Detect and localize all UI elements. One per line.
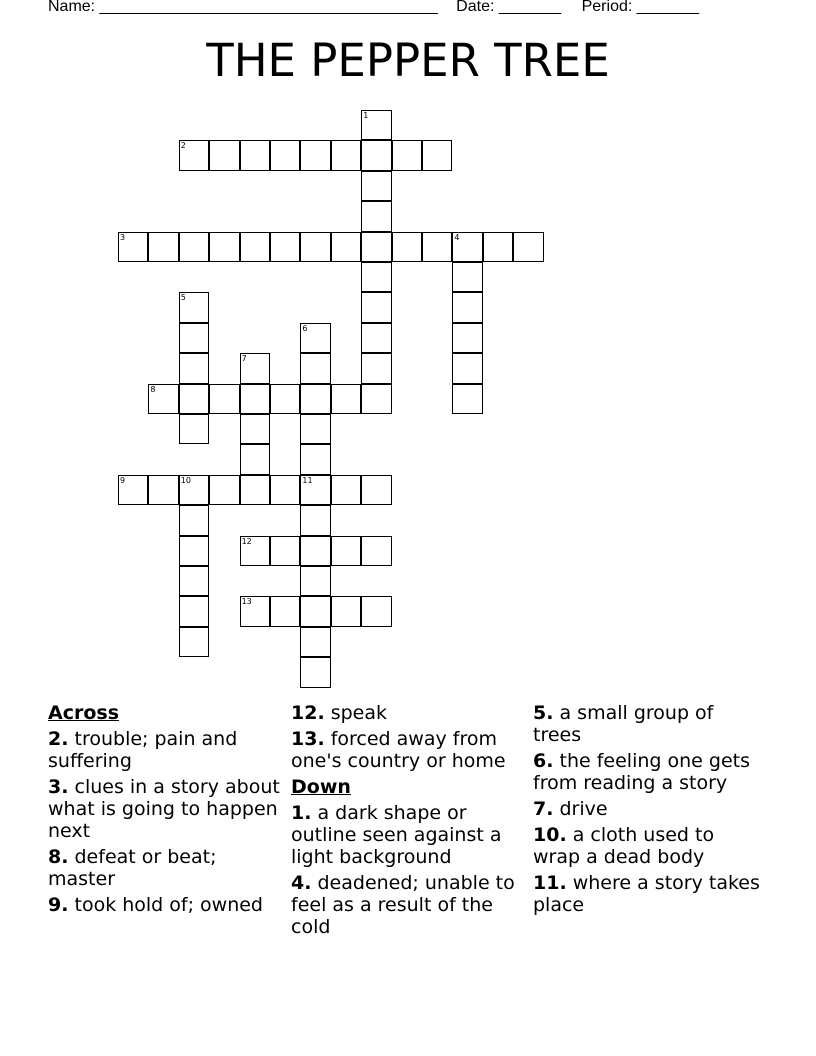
page-title: THE PEPPER TREE	[206, 34, 610, 87]
grid-cell[interactable]	[361, 292, 391, 322]
clue-across-9: 9. took hold of; owned	[48, 894, 263, 916]
cell-number: 7	[241, 354, 247, 364]
grid-cell[interactable]	[179, 627, 209, 657]
grid-cell[interactable]	[331, 475, 361, 505]
grid-cell[interactable]	[300, 657, 330, 687]
grid-cell[interactable]	[240, 384, 270, 414]
clue-across-13: 13. forced away from one's country or home	[291, 728, 506, 772]
grid-cell[interactable]	[179, 232, 209, 262]
grid-cell[interactable]	[452, 232, 482, 262]
grid-cell[interactable]	[179, 323, 209, 353]
across-heading: Across	[48, 702, 120, 724]
period-field-label[interactable]: Period: _______	[581, 0, 700, 15]
grid-cell[interactable]	[240, 536, 270, 566]
cell-number: 6	[302, 323, 308, 333]
grid-cell[interactable]	[300, 627, 330, 657]
grid-cell[interactable]	[452, 323, 482, 353]
grid-cell[interactable]	[300, 140, 330, 170]
grid-cell[interactable]	[179, 596, 209, 626]
grid-cell[interactable]	[361, 536, 391, 566]
grid-cell[interactable]	[118, 475, 148, 505]
clue-across-8: 8. defeat or beat; master	[48, 846, 217, 890]
grid-cell[interactable]	[148, 384, 178, 414]
cell-number: 2	[180, 141, 186, 151]
grid-cell[interactable]	[361, 323, 391, 353]
clue-down-4: 4. deadened; unable to feel as a result of the cold	[291, 872, 515, 938]
grid-cell[interactable]	[270, 232, 300, 262]
grid-cell[interactable]	[270, 384, 300, 414]
grid-cell[interactable]	[300, 444, 330, 474]
clues-column-3	[533, 702, 765, 920]
grid-cell[interactable]	[361, 201, 391, 231]
grid-cell[interactable]	[148, 232, 178, 262]
grid-cell[interactable]	[513, 232, 543, 262]
date-field-label[interactable]: Date: _______	[456, 0, 562, 15]
clue-across-3: 3. clues in a story about what is going to happen next	[48, 776, 280, 842]
name-field-label[interactable]: Name: ______________________________________	[48, 0, 438, 15]
grid-cell[interactable]	[209, 475, 239, 505]
cell-number: 10	[180, 475, 191, 485]
clue-down-7: 7. drive	[533, 798, 608, 820]
clues-column-2	[291, 702, 523, 942]
grid-cell[interactable]	[300, 232, 330, 262]
grid-cell[interactable]	[240, 232, 270, 262]
clue-down-6: 6. the feeling one gets from reading a story	[533, 750, 750, 794]
grid-cell[interactable]	[452, 262, 482, 292]
clue-down-1: 1. a dark shape or outline seen against a light background	[291, 802, 502, 868]
grid-cell[interactable]	[148, 475, 178, 505]
cell-number: 11	[302, 475, 313, 485]
clue-down-5: 5. a small group of trees	[533, 702, 714, 746]
grid-cell[interactable]	[452, 292, 482, 322]
clues-column-1	[48, 702, 280, 920]
grid-cell[interactable]	[361, 596, 391, 626]
grid-cell[interactable]	[300, 414, 330, 444]
grid-cell[interactable]	[209, 384, 239, 414]
grid-cell[interactable]	[300, 536, 330, 566]
clue-down-11: 11. where a story takes place	[533, 872, 760, 916]
grid-cell[interactable]	[179, 384, 209, 414]
grid-cell[interactable]	[240, 414, 270, 444]
grid-cell[interactable]	[361, 110, 391, 140]
grid-cell[interactable]	[452, 353, 482, 383]
grid-cell[interactable]	[179, 536, 209, 566]
grid-cell[interactable]	[179, 292, 209, 322]
grid-cell[interactable]	[240, 475, 270, 505]
grid-cell[interactable]	[270, 475, 300, 505]
grid-cell[interactable]	[361, 140, 391, 170]
grid-cell[interactable]	[300, 323, 330, 353]
clue-across-2: 2. trouble; pain and suffering	[48, 728, 238, 772]
grid-cell[interactable]	[422, 232, 452, 262]
grid-cell[interactable]	[300, 384, 330, 414]
grid-cell[interactable]	[179, 414, 209, 444]
grid-cell[interactable]	[179, 505, 209, 535]
grid-cell[interactable]	[209, 232, 239, 262]
cell-number: 12	[241, 536, 252, 546]
grid-cell[interactable]	[300, 566, 330, 596]
grid-cell[interactable]	[240, 140, 270, 170]
cell-number: 3	[120, 232, 126, 242]
grid-cell[interactable]	[452, 384, 482, 414]
grid-cell[interactable]	[270, 140, 300, 170]
grid-cell[interactable]	[179, 353, 209, 383]
grid-cell[interactable]	[300, 505, 330, 535]
cell-number: 9	[120, 475, 126, 485]
grid-cell[interactable]	[209, 140, 239, 170]
clue-down-10: 10. a cloth used to wrap a dead body	[533, 824, 715, 868]
grid-cell[interactable]	[240, 596, 270, 626]
grid-cell[interactable]	[179, 140, 209, 170]
grid-cell[interactable]	[331, 596, 361, 626]
grid-cell[interactable]	[361, 171, 391, 201]
clue-across-12: 12. speak	[291, 702, 388, 724]
grid-cell[interactable]	[270, 536, 300, 566]
grid-cell[interactable]	[392, 232, 422, 262]
grid-cell[interactable]	[331, 140, 361, 170]
grid-cell[interactable]	[483, 232, 513, 262]
grid-cell[interactable]	[331, 384, 361, 414]
down-heading: Down	[291, 776, 351, 798]
grid-cell[interactable]	[240, 353, 270, 383]
cell-number: 4	[454, 232, 460, 242]
grid-cell[interactable]	[361, 475, 391, 505]
grid-cell[interactable]	[392, 140, 422, 170]
cell-number: 13	[241, 597, 252, 607]
grid-cell[interactable]	[300, 353, 330, 383]
grid-cell[interactable]	[300, 475, 330, 505]
grid-cell[interactable]	[422, 140, 452, 170]
grid-cell[interactable]	[361, 262, 391, 292]
grid-cell[interactable]	[361, 384, 391, 414]
grid-cell[interactable]	[300, 596, 330, 626]
cell-number: 5	[180, 293, 186, 303]
grid-cell[interactable]	[240, 444, 270, 474]
grid-cell[interactable]	[179, 475, 209, 505]
grid-cell[interactable]	[118, 232, 148, 262]
grid-cell[interactable]	[361, 232, 391, 262]
grid-cell[interactable]	[270, 596, 300, 626]
grid-cell[interactable]	[331, 536, 361, 566]
grid-cell[interactable]	[361, 353, 391, 383]
cell-number: 8	[150, 384, 156, 394]
grid-cell[interactable]	[179, 566, 209, 596]
cell-number: 1	[363, 111, 369, 120]
grid-cell[interactable]	[331, 232, 361, 262]
